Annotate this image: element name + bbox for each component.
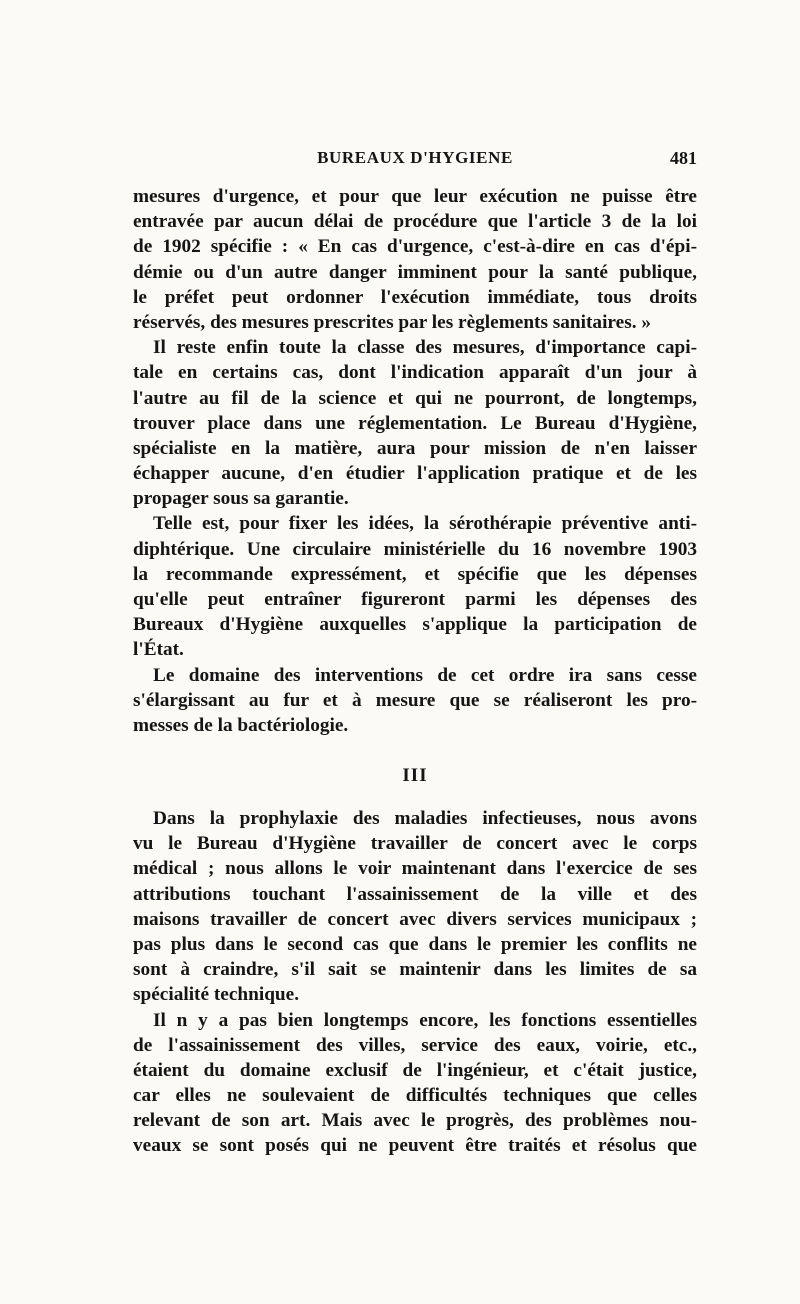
text-line: maisons travailler de concert avec divers services municipaux ; [133,908,697,930]
text-line: trouver place dans une réglementation. Le Bureau d'Hygiène, [133,412,697,434]
text-line: s'élargissant au fur et à mesure que se réaliseront les pro- [133,689,697,711]
text-line: de 1902 spécifie : « En cas d'urgence, c'est-à-dire en cas d'épi- [133,236,697,258]
text-line: Le domaine des interventions de cet ordre ira sans cesse [153,664,697,686]
text-line: tale en certains cas, dont l'indication apparaît d'un jour à [133,362,697,384]
section-two-text [133,806,697,1159]
text-line: veaux se sont posés qui ne peuvent être traités et résolus que [133,1135,697,1157]
text-line: la recommande expressément, et spécifie que les dépenses [133,563,697,585]
paragraph [133,1008,697,1159]
text-line: messes de la bactériologie. [133,714,349,736]
paragraph [133,184,697,335]
text-line: attributions touchant l'assainissement de la ville et des [133,883,697,905]
text-line: diphtérique. Une circulaire ministérielle du 16 novembre 1903 [133,538,697,560]
text-line: car elles ne soulevaient de difficultés techniques que celles [133,1085,697,1107]
text-line: entravée par aucun délai de procédure que l'article 3 de la loi [133,211,697,233]
text-line: propager sous sa garantie. [133,488,349,510]
section-one-text [133,184,697,738]
text-line: relevant de son art. Mais avec le progrès, des problèmes nou- [133,1110,697,1132]
text-line: mesures d'urgence, et pour que leur exécution ne puisse être [133,186,697,207]
text-line: vu le Bureau d'Hygiène travailler de concert avec le corps [133,833,697,855]
running-header [133,148,697,174]
text-line: spécialité technique. [133,984,300,1006]
text-line: démie ou d'un autre danger imminent pour la santé publique, [133,261,697,283]
paragraph [133,806,697,1008]
text-line: Bureaux d'Hygiène auxquelles s'applique la participation de [133,614,697,636]
text-line: spécialiste en la matière, aura pour mission de n'en laisser [133,437,697,459]
text-line: médical ; nous allons le voir maintenant dans l'exercice de ses [133,858,697,880]
text-line: l'État. [133,639,184,661]
text-line: étaient du domaine exclusif de l'ingénieur, et c'était justice, [133,1059,697,1081]
paragraph [133,335,697,511]
paragraph [133,511,697,662]
text-line: Dans la prophylaxie des maladies infectieuses, nous avons [153,808,697,829]
text-line: sont à craindre, s'il sait se maintenir dans les limites de sa [133,959,697,981]
text-line: pas plus dans le second cas que dans le premier les conflits ne [133,933,697,955]
text-line: de l'assainissement des villes, service des eaux, voirie, etc., [133,1034,697,1056]
section-heading: III [402,765,428,786]
text-line: qu'elle peut entraîner figureront parmi les dépenses des [133,589,697,610]
text-line: le préfet peut ordonner l'exécution immédiate, tous droits [133,286,697,308]
text-line: Telle est, pour fixer les idées, la sérothérapie préventive anti- [153,513,697,535]
text-line: Il n y a pas bien longtemps encore, les fonctions essentielles [153,1009,697,1031]
text-line: l'autre au fil de la science et qui ne pourront, de longtemps, [133,387,697,409]
page-number: 481 [670,148,697,168]
text-line: Il reste enfin toute la classe des mesures, d'importance capi- [153,337,697,359]
text-line: échapper aucune, d'en étudier l'application pratique et de les [133,463,697,485]
running-title: BUREAUX D'HYGIENE [317,148,513,167]
text-line: réservés, des mesures prescrites par les règlements sanitaires. » [133,311,651,333]
paragraph [133,663,697,739]
